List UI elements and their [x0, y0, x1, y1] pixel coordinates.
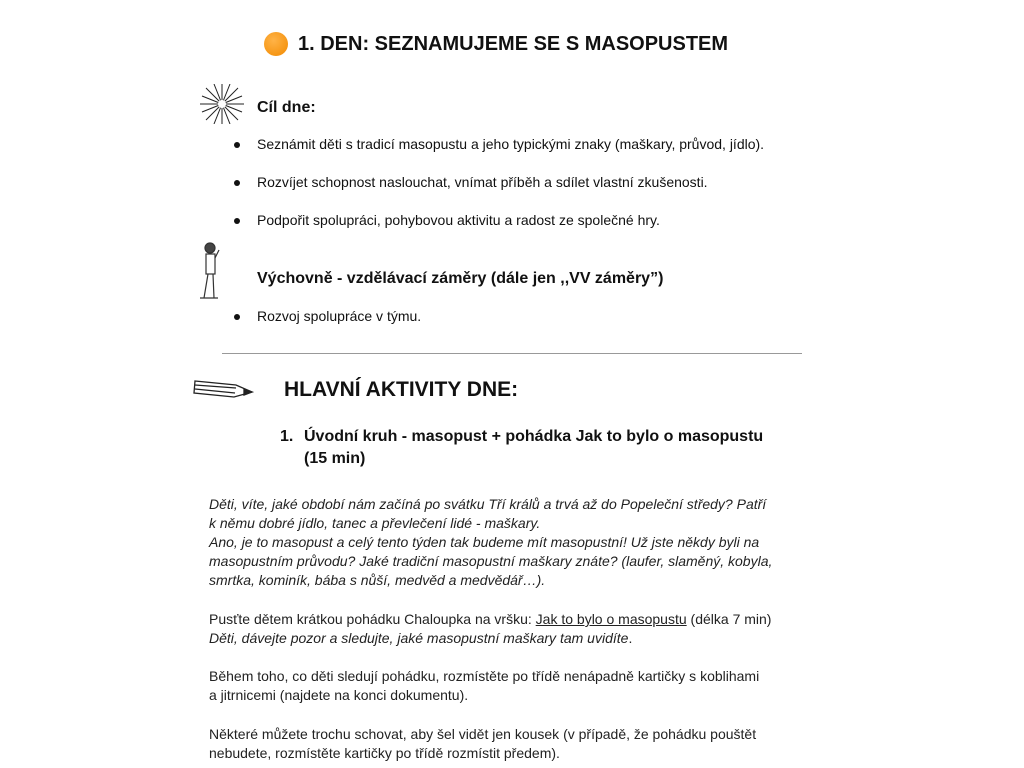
sun-burst-icon [200, 84, 244, 124]
bullet [234, 218, 240, 224]
vv-heading: Výchovně - vzdělávací záměry (dále jen ,,VV záměry”) [257, 270, 664, 287]
paragraph-line: a jitrnicemi (najdete na konci dokumentu). [209, 687, 469, 703]
bullet [234, 180, 240, 186]
paragraph-line: Děti, víte, jaké období nám začíná po svátku Tří králů a trvá až do Popeleční středy? Patří [209, 496, 767, 512]
divider [222, 353, 802, 354]
page-title: 1. DEN: SEZNAMUJEME SE S MASOPUSTEM [298, 33, 729, 55]
text: Děti, dávejte pozor a sledujte, jaké masopustní maškary tam uvidíte [209, 630, 629, 646]
paragraph-line: smrtka, kominík, bába s nůší, medvěd a medvědář…). [209, 572, 546, 588]
paragraph-line [209, 630, 632, 646]
paragraph-line: masopustním průvodu? Jaké tradiční masopustní maškary znáte? (laufer, slaměný, kobyla, [209, 553, 773, 569]
paragraph-line: k němu dobré jídlo, tanec a převlečení lidé - maškary. [209, 515, 541, 531]
text: . [628, 630, 633, 646]
activity-duration: (15 min) [304, 450, 366, 467]
paragraph-line: nebudete, rozmístěte kartičky po třídě rozmístit předem). [209, 745, 560, 761]
goal-item: Rozvíjet schopnost naslouchat, vnímat příběh a sdílet vlastní zkušenosti. [257, 174, 708, 190]
activity-title: Úvodní kruh - masopust + pohádka Jak to bylo o masopustu [304, 428, 764, 445]
paragraph-line: Některé můžete trochu schovat, aby šel vidět jen kousek (v případě, že pohádku pouštět [209, 726, 757, 742]
activities-heading: HLAVNÍ AKTIVITY DNE: [284, 378, 519, 401]
video-link[interactable]: Jak to bylo o masopustu [535, 611, 687, 627]
text: Pusťte dětem krátkou pohádku Chaloupka na vršku: [209, 611, 536, 627]
vv-item: Rozvoj spolupráce v týmu. [257, 308, 422, 324]
activity-number: 1. [280, 428, 294, 445]
bullet [234, 142, 240, 148]
boy-illustration-icon [196, 240, 226, 302]
goal-item: Seznámit děti s tradicí masopustu a jeho typickými znaky (maškary, průvod, jídlo). [257, 136, 765, 152]
paragraph-line [209, 611, 771, 627]
goal-item: Podpořit spolupráci, pohybovou aktivitu a radost ze společné hry. [257, 212, 660, 228]
orange-circle-icon [264, 32, 288, 56]
paragraph-line: Ano, je to masopust a celý tento týden tak budeme mít masopustní! Už jste někdy byli na [209, 534, 760, 550]
text: (délka 7 min) [686, 611, 772, 627]
pencil-icon [192, 378, 254, 400]
paragraph-line: Během toho, co děti sledují pohádku, rozmístěte po třídě nenápadně kartičky s koblihami [209, 668, 760, 684]
bullet [234, 314, 240, 320]
goal-heading: Cíl dne: [257, 99, 316, 116]
